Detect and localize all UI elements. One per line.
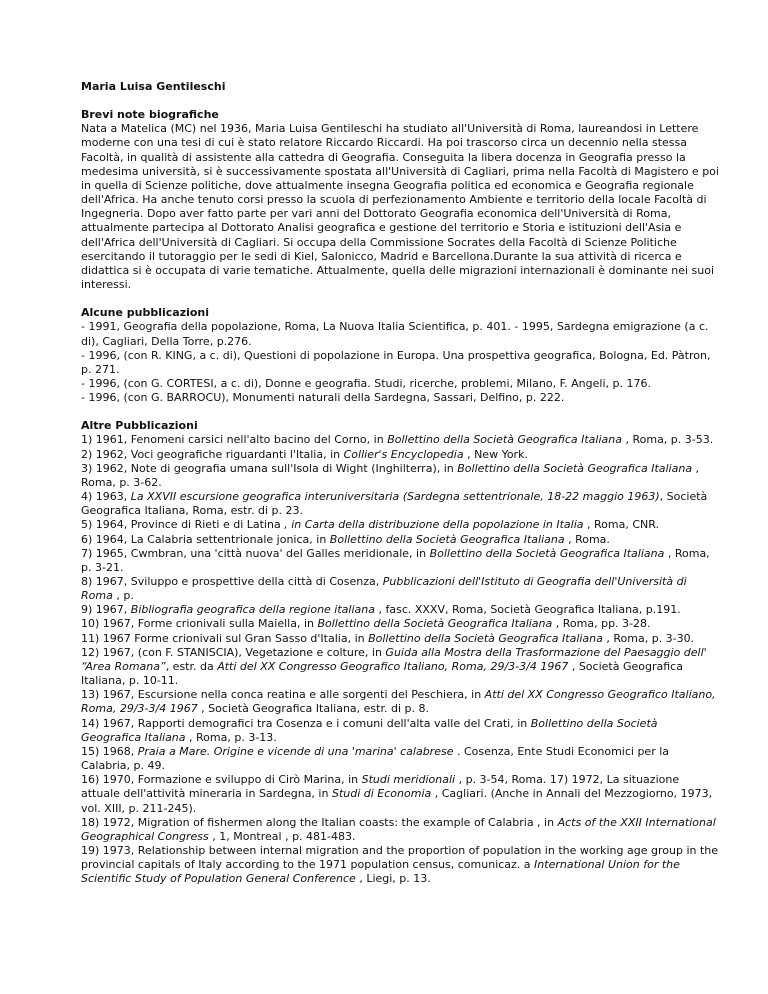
other-publication-item [81,617,721,631]
italic-title: Bollettino della Società Geografica Italiana [429,546,665,560]
italic-title: Praia a Mare. Origine e vicende di una 'marina' calabrese [137,744,454,758]
italic-title: Atti del XX Congresso Geografico Italiano, Roma, 29/3-3/4 1967 [81,688,716,716]
entry-text: , p. [112,589,134,603]
italic-title: Studi meridionali [361,773,456,787]
bio-section [81,108,721,292]
entry-text: , Liegi, p. 13. [355,872,431,886]
author-name: Maria Luisa Gentileschi [81,80,226,93]
italic-title: Guida alla Mostra della Trasformazione del Paesaggio dell' “Area Romana” [81,645,707,673]
other-publication-item [81,462,721,490]
entry-text: 10) 1967, Forme crionivali sulla Maiella, in [81,617,318,631]
entry-text: , Società Geografica Italiana, p. 10-11. [81,659,683,688]
entry-text: 8) 1967, Sviluppo e prospettive della città di Cosenza, [81,575,383,588]
italic-title: Bollettino della Società Geografica Italiana [387,433,622,447]
entry-text: , Società Geografica Italiana, Roma, estr. di p. 23. [81,490,708,518]
italic-title: Bibliografia geografica della regione italiana [130,603,375,617]
other-publication-item [81,745,721,773]
other-publication-item [81,533,721,547]
entry-text: , p. 3-54, Roma. 17) 1972, La situazione attuale dell'attività mineraria in Sardegna, in [81,773,680,801]
other-publication-item [81,490,721,518]
italic-title: Bollettino della Società Geografica Italiana [329,532,565,546]
other-publications-section [81,419,721,886]
other-publications-list [81,433,721,886]
entry-text: 6) 1964, La Calabria settentrionale jonica, in [81,532,330,546]
other-publication-item [81,773,721,815]
entry-text: , estr. da [165,659,218,673]
entry-text: , fasc. XXXV, Roma, Società Geografica Italiana, p.191. [374,603,681,617]
entry-text: 13) 1967, Escursione nella conca reatina e alle sorgenti del Peschiera, in [81,688,485,702]
entry-text: 5) 1964, Province di Rieti e di Latina [81,518,285,532]
entry-text: 2) 1962, Voci geografiche riguardanti l'Italia, in [81,447,344,461]
italic-title: , in Carta della distribuzione della popolazione in Italia [284,518,584,532]
publication-item: - 1996, (con G. BARROCU), Monumenti naturali della Sardegna, Sassari, Delfino, p. 222. [81,391,565,405]
entry-text: , Cagliari. (Anche in Annali del Mezzogiorno, 1973, vol. XIII, p. 211-245). [81,787,713,815]
other-publication-item [81,547,721,575]
entry-text: 15) 1968, [81,744,138,758]
other-publication-item [81,448,721,462]
italic-title: Studi di Economia [331,787,432,801]
other-publication-item [81,717,721,745]
entry-text: 1) 1961, Fenomeni carsici nell'alto bacino del Corno, in [81,433,388,447]
entry-text: 12) 1967, (con F. STANISCIA), Vegetazione e colture, in [81,645,386,659]
publications-section [81,306,721,405]
entry-text: 16) 1970, Formazione e sviluppo di Cirò Marina, in [81,773,362,787]
publication-item: - 1996, (con G. CORTESI, a c. di), Donne e geografia. Studi, ricerche, problemi, Milano, F. Angeli, p. 176. [81,376,651,390]
publication-item: - 1996, (con R. KING, a c. di), Questioni di popolazione in Europa. Una prospettiva geografica, Bologna, Ed. Pàtron, p. 271. [81,348,711,376]
entry-text: 11) 1967 Forme crionivali sul Gran Sasso d'Italia, in [81,631,369,645]
entry-text: 9) 1967, [81,603,131,617]
italic-title: International Union for the Scientific Study of Population General Conference [81,858,680,886]
entry-text: 19) 1973, Relationship between internal migration and the proportion of population in the working age group in the provincial capitals of Italy according to the 1971 population census, comunicaz. a [81,843,719,872]
entry-text: . Cosenza, Ente Studi Economici per la Calabria, p. 49. [81,744,670,773]
other-publication-item [81,518,721,532]
italic-title: Bollettino della Società Geografica Italiana [368,631,603,645]
bio-text: Nata a Matelica (MC) nel 1936, Maria Luisa Gentileschi ha studiato all'Università di Roma, laureandosi in Lettere moderne con una tesi di cui è stato relatore Riccardo Riccardi. Ha poi trascorso circa un decennio nella stessa Facoltà, in qualità di assistente alla cattedra di Geografia. Conseguita la libera docenza in Geografia presso la medesima università, si è successivamente spostata all'Università di Cagliari, prima nella Facoltà di Magistero e poi in quella di Scienze politiche, dove attualmente insegna Geografia politica ed economica e Geografia regionale dell'Africa. Ha anche tenuto corsi presso la scuola di perfezionamento Ambiente e territorio della locale Facoltà di Ingegneria. Dopo aver fatto parte per vari anni del Dottorato Geografia economica dell'Università di Roma, attualmente partecipa al Dottorato Analisi geografica e gestione del territorio e Storia e istituzioni dell'Asia e dell'Africa dell'Università di Cagliari. Si occupa della Commissione Socrates della Facoltà di Scienze Politiche esercitando il tutoraggio per le sedi di Kiel, Salonicco, Madrid e Barcellona.Durante la sua attività di ricerca e didattica si è occupata di varie tematiche. Attualmente, quella delle migrazioni internazionali è dominante nei suoi interessi. [81,122,719,292]
other-publication-item [81,632,721,646]
entry-text: 3) 1962, Note di geografia umana sull'Isola di Wight (Inghilterra), in [81,461,458,475]
entry-text: , Roma, CNR. [583,518,660,532]
document-page [81,80,721,900]
publications-title: Alcune pubblicazioni [81,306,210,320]
other-publication-item [81,646,721,688]
entry-text: , Società Geografica Italiana, estr. di p. 8. [197,702,429,716]
publication-item: - 1991, Geografia della popolazione, Roma, La Nuova Italia Scientifica, p. 401. - 1995, Sardegna emigrazione (a c. di), Cagliari, Della Torre, p.276. [81,320,709,348]
italic-title: Bollettino della Società Geografica Italiana [317,617,553,631]
entry-text: , Roma, p. 3-30. [602,631,695,645]
entry-text: 7) 1965, Cwmbran, una 'città nuova' del Galles meridionale, in [81,546,430,560]
other-publication-item [81,575,721,603]
other-publication-item [81,816,721,844]
italic-title: Bollettino della Società Geografica Italiana [81,716,658,744]
bio-title: Brevi note biografiche [81,108,219,122]
italic-title: Acts of the XXII International Geographical Congress [81,815,716,843]
entry-text: , Roma, p. 3-21. [81,546,710,574]
other-publications-title: Altre Pubblicazioni [81,419,198,433]
other-publication-item [81,433,721,447]
entry-text: , Roma, p. 3-53. [621,433,714,447]
entry-text: 14) 1967, Rapporti demografici tra Cosenza e i comuni dell'alta valle del Crati, in [81,716,531,730]
entry-text: 4) 1963, [81,490,131,504]
entry-text: , Roma. [564,532,610,546]
entry-text: , Roma, p. 3-62. [81,461,700,489]
entry-text: 18) 1972, Migration of fishermen along the Italian coasts: the example of Calabria , in [81,815,558,829]
italic-title: Pubblicazioni dell'Istituto di Geografia dell'Università di Roma [81,575,687,603]
italic-title: Atti del XX Congresso Geografico Italiano, Roma, 29/3-3/4 1967 [217,659,569,673]
other-publication-item [81,844,721,886]
entry-text: , New York. [463,447,528,461]
entry-text: , 1, Montreal , p. 481-483. [208,829,356,843]
other-publication-item [81,603,721,617]
entry-text: , Roma, p. 3-13. [185,730,277,744]
italic-title: La XXVII escursione geografica interuniversitaria (Sardegna settentrionale, 18-22 maggio 1963) [130,490,660,504]
italic-title: Bollettino della Società Geografica Italiana [457,461,693,475]
other-publication-item [81,688,721,716]
italic-title: Collier's Encyclopedia [343,447,464,461]
entry-text: , Roma, pp. 3-28. [552,617,651,631]
